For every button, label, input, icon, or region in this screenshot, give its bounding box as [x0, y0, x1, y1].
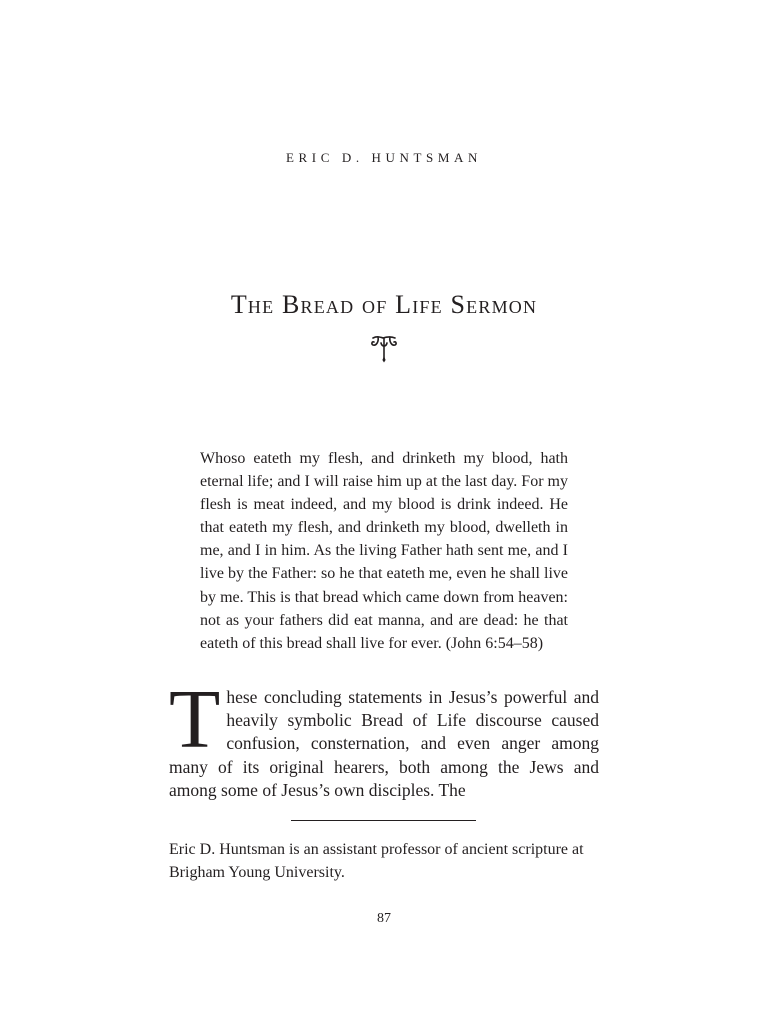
- epigraph-text: Whoso eateth my flesh, and drinketh my blood, hath eternal life; and I will raise him up at the last day. For my flesh is meat indeed, and my blood is drink indeed. He that eateth my flesh, and drinketh my blood, dwelleth in me, and I in him. As the living Father hath sent me, and I live by the Father: so he that eateth me, even he shall live by me. This is that bread which came down from heaven: not as your fathers did eat manna, and are dead: he that eateth of this bread shall live for ever. (John 6:54–58): [200, 450, 568, 652]
- footnote-text: Eric D. Huntsman is an assistant professor of ancient scripture at Brigham Young University.: [169, 841, 584, 881]
- footnote-divider: [291, 820, 476, 821]
- chapter-title: The Bread of Life Sermon: [230, 290, 538, 319]
- running-header-author: ERIC D. HUNTSMAN: [285, 150, 483, 165]
- body-paragraph: [169, 673, 599, 802]
- author-footnote: [169, 838, 601, 884]
- body-text-content: hese concluding statements in Jesus’s powerful and heavily symbolic Bread of Life discourse caused confusion, consternation, and even anger among many of its original hearers, both among the Jews and among some of Jesus’s own disciples. The: [169, 687, 599, 800]
- flourish-ornament-icon: [370, 333, 398, 363]
- drop-cap-letter: T: [169, 673, 221, 766]
- body-paragraph-text: [169, 673, 599, 802]
- epigraph-scripture-quote: [200, 447, 568, 655]
- page-number: 87: [377, 911, 391, 926]
